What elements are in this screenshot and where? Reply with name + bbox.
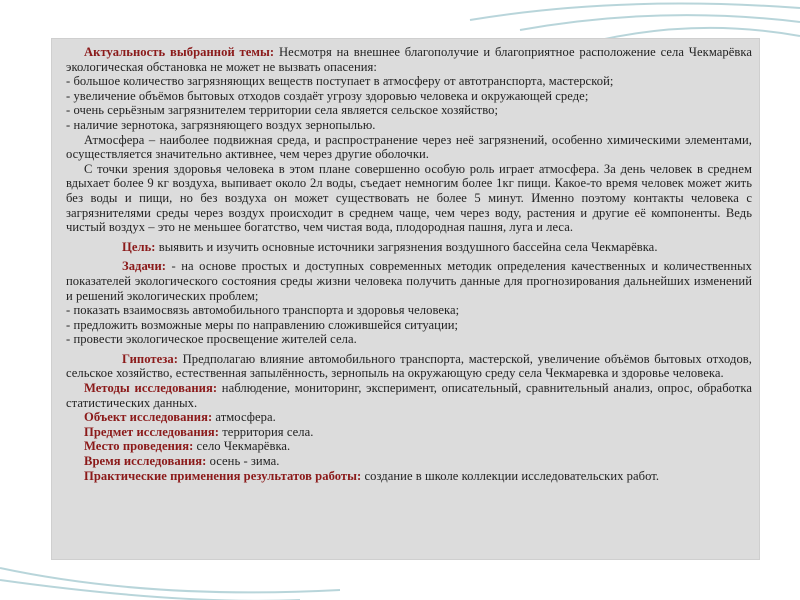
place-text: село Чекмарёвка. [193, 439, 291, 454]
relevance-text: Несмотря на внешнее благополучие и благоприятное расположение села Чекмарёвка экологическая обстановка не может не вызвать опасения: [66, 45, 752, 74]
time-paragraph [66, 454, 752, 469]
tasks-label: Задачи: [122, 259, 167, 274]
practical-text: создание в школе коллекции исследовательских работ. [361, 468, 660, 483]
hypothesis-text: Предполагаю влияние автомобильного транспорта, мастерской, увеличение объёмов бытовых отходов, сельское хозяйство, естественная запылённость, зернопыль на окружающую среду села Чекмаревка и здоровье человека. [66, 351, 752, 381]
relevance-label: Актуальность выбранной темы: [84, 45, 275, 59]
hypothesis-paragraph [66, 352, 752, 381]
relevance-point: - наличие зернотока, загрязняющего воздух зернопылью. [66, 117, 376, 132]
relevance-point: - большое количество загрязняющих веществ поступает в атмосферу от автотранспорта, мастерской; [66, 74, 614, 89]
top-right-swoosh [470, 4, 800, 40]
object-label: Объект исследования: [84, 410, 213, 425]
time-label: Время исследования: [84, 454, 207, 469]
object-paragraph [66, 410, 752, 425]
document-body [66, 45, 752, 483]
methods-text: наблюдение, мониторинг, эксперимент, описательный, сравнительный анализ, опрос, обработка статистических данных. [66, 381, 752, 410]
practical-paragraph [66, 469, 752, 484]
bottom-left-swoosh [0, 568, 340, 600]
relevance-paragraph [66, 45, 752, 74]
subject-label: Предмет исследования: [84, 424, 220, 439]
methods-label: Методы исследования: [84, 381, 218, 396]
time-text: осень - зима. [206, 454, 280, 469]
methods-paragraph [66, 381, 752, 410]
health-paragraph: С точки зрения здоровья человека в этом плане совершенно особую роль играет атмосфера. За день человек в среднем вдыхает более 9 кг воздуха, выпивает около 2л воды, съедает немногим более 1кг пищи. Какое-то время человек может жить без воды и пищи, но без воздуха он может существовать не более 5 минут. Именно поэтому контакты человека с загрязнителями среды через воздух происходит в среднем чаще, чем через воду, растения и другие её компоненты. Ведь чистый воздух – это не меньшее богатство, чем чистая вода, плодородная пашня, луга и леса. [66, 161, 752, 235]
atmosphere-paragraph: Атмосфера – наиболее подвижная среда, и распространение через неё загрязнений, особенно химическими элементами, осуществляется значительно активнее, чем через другие оболочки. [66, 132, 752, 162]
subject-paragraph [66, 425, 752, 440]
place-paragraph [66, 439, 752, 454]
place-label: Место проведения: [84, 439, 194, 454]
hypothesis-label: Гипотеза: [122, 351, 178, 366]
goal-label: Цель: [122, 239, 156, 254]
goal-paragraph [66, 240, 752, 255]
task-point: - провести экологическое просвещение жителей села. [66, 332, 357, 347]
practical-label: Практические применения результатов работы: [84, 468, 362, 483]
task-point: - предложить возможные меры по направлению сложившейся ситуации; [66, 317, 459, 332]
relevance-point: - очень серьёзным загрязнителем территории села является сельское хозяйство; [66, 103, 499, 118]
relevance-point: - увеличение объёмов бытовых отходов создаёт угрозу здоровью человека и окружающей среде; [66, 88, 589, 103]
tasks-text: - на основе простых и доступных современных методик определения качественных и количественных показателей экологического состояния среды жизни человека получить данные для прогнозирования дальнейших изменений и решений экологических проблем; [66, 259, 752, 303]
object-text: атмосфера. [212, 410, 276, 425]
subject-text: территория села. [219, 424, 314, 439]
task-point: - показать взаимосвязь автомобильного транспорта и здоровья человека; [66, 303, 460, 318]
goal-text: выявить и изучить основные источники загрязнения воздушного бассейна села Чекмарёвка. [155, 239, 658, 254]
tasks-paragraph [66, 259, 752, 303]
